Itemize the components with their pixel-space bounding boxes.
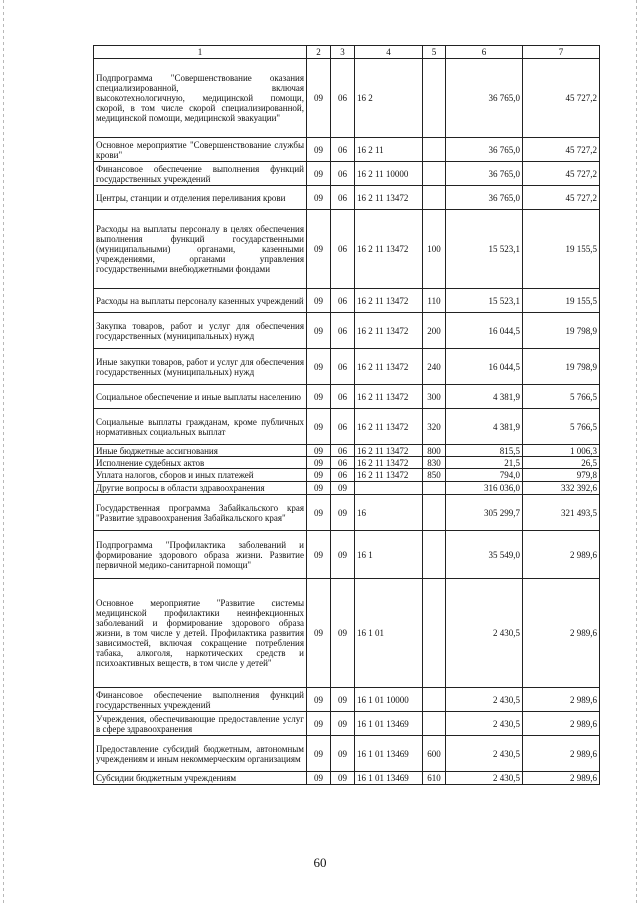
cell-subsection: 09 (331, 495, 355, 531)
table-row (94, 59, 600, 138)
cell-amount-2: 45 727,2 (523, 138, 600, 162)
cell-name: Предоставление субсидий бюджетным, автономным учреждениям и иным некоммерческим организациям (94, 736, 307, 772)
cell-expense-type: 240 (423, 349, 446, 385)
page-number: 60 (313, 855, 327, 870)
cell-expense-type: 110 (423, 289, 446, 313)
cell-amount-1: 794,0 (446, 469, 523, 482)
cell-section: 09 (307, 138, 331, 162)
cell-target-code: 16 2 11 (355, 138, 423, 162)
cell-expense-type: 610 (423, 772, 446, 785)
budget-table (93, 45, 600, 785)
cell-amount-2: 19 155,5 (523, 289, 600, 313)
cell-amount-2: 2 989,6 (523, 712, 600, 736)
table-row (94, 688, 600, 712)
cell-subsection: 09 (331, 482, 355, 495)
cell-name: Другие вопросы в области здравоохранения (94, 482, 307, 495)
cell-section: 09 (307, 162, 331, 186)
cell-section: 09 (307, 772, 331, 785)
cell-name: Социальное обеспечение и иные выплаты населению (94, 385, 307, 409)
cell-subsection: 06 (331, 457, 355, 469)
cell-amount-1: 2 430,5 (446, 688, 523, 712)
cell-section: 09 (307, 186, 331, 210)
table-header-row (94, 46, 600, 59)
cell-section: 09 (307, 385, 331, 409)
cell-section: 09 (307, 495, 331, 531)
cell-amount-1: 15 523,1 (446, 289, 523, 313)
cell-subsection: 09 (331, 688, 355, 712)
cell-amount-2: 19 798,9 (523, 349, 600, 385)
cell-name: Иные закупки товаров, работ и услуг для обеспечения государственных (муниципальных) нужд (94, 349, 307, 385)
cell-section: 09 (307, 59, 331, 138)
table-row (94, 186, 600, 210)
column-header: 3 (331, 46, 355, 59)
cell-name: Подпрограмма "Совершенствование оказания специализированной, включая высокотехнологичную, медицинской помощи, скорой, в том числе скорой специализированной, медицинской помощи, медицинской эвакуации" (94, 59, 307, 138)
cell-name: Исполнение судебных актов (94, 457, 307, 469)
table-row (94, 289, 600, 313)
cell-amount-1: 16 044,5 (446, 349, 523, 385)
cell-section: 09 (307, 469, 331, 482)
cell-section: 09 (307, 736, 331, 772)
cell-name: Основное мероприятие "Развитие системы медицинской профилактики неинфекционных заболеваний и формирование здорового образа жизни, в том числе у детей. Профилактика развития зависимостей, включая сокращение потребления табака, алкоголя, наркотических средств и психоактивных веществ, в том числе у детей" (94, 579, 307, 688)
cell-subsection: 06 (331, 186, 355, 210)
cell-amount-1: 15 523,1 (446, 210, 523, 289)
cell-name: Центры, станции и отделения переливания крови (94, 186, 307, 210)
cell-subsection: 09 (331, 772, 355, 785)
column-header: 2 (307, 46, 331, 59)
cell-name: Расходы на выплаты персоналу в целях обеспечения выполнения функций государственными (муниципальными) органами, казенными учреждениями, органами управления государственными внебюджетными фондами (94, 210, 307, 289)
cell-expense-type (423, 186, 446, 210)
cell-section: 09 (307, 579, 331, 688)
table-row (94, 138, 600, 162)
cell-amount-1: 36 765,0 (446, 138, 523, 162)
cell-name: Уплата налогов, сборов и иных платежей (94, 469, 307, 482)
cell-name: Расходы на выплаты персоналу казенных учреждений (94, 289, 307, 313)
cell-amount-2: 332 392,6 (523, 482, 600, 495)
cell-expense-type (423, 162, 446, 186)
cell-expense-type (423, 59, 446, 138)
cell-amount-1: 4 381,9 (446, 385, 523, 409)
column-header: 4 (355, 46, 423, 59)
cell-target-code: 16 2 11 13472 (355, 469, 423, 482)
cell-amount-1: 316 036,0 (446, 482, 523, 495)
cell-amount-2: 2 989,6 (523, 579, 600, 688)
cell-amount-2: 5 766,5 (523, 385, 600, 409)
cell-subsection: 06 (331, 59, 355, 138)
table-row (94, 349, 600, 385)
cell-amount-1: 36 765,0 (446, 59, 523, 138)
cell-target-code: 16 2 (355, 59, 423, 138)
cell-amount-2: 979,8 (523, 469, 600, 482)
cell-expense-type: 200 (423, 313, 446, 349)
cell-name: Подпрограмма "Профилактика заболеваний и формирование здорового образа жизни. Развитие первичной медико-санитарной помощи" (94, 531, 307, 579)
cell-amount-2: 5 766,5 (523, 409, 600, 445)
cell-section: 09 (307, 349, 331, 385)
cell-name: Государственная программа Забайкальского края "Развитие здравоохранения Забайкальского края" (94, 495, 307, 531)
cell-target-code: 16 2 11 13472 (355, 289, 423, 313)
cell-amount-2: 26,5 (523, 457, 600, 469)
cell-amount-2: 1 006,3 (523, 445, 600, 457)
cell-amount-2: 45 727,2 (523, 162, 600, 186)
cell-amount-1: 4 381,9 (446, 409, 523, 445)
table-row (94, 385, 600, 409)
table-row (94, 313, 600, 349)
cell-amount-1: 36 765,0 (446, 162, 523, 186)
cell-target-code: 16 1 01 10000 (355, 688, 423, 712)
cell-target-code: 16 2 11 13472 (355, 313, 423, 349)
cell-subsection: 06 (331, 469, 355, 482)
cell-amount-1: 2 430,5 (446, 772, 523, 785)
table-row (94, 457, 600, 469)
cell-expense-type (423, 138, 446, 162)
cell-target-code: 16 2 11 13472 (355, 457, 423, 469)
column-header: 7 (523, 46, 600, 59)
cell-amount-1: 2 430,5 (446, 736, 523, 772)
cell-expense-type (423, 579, 446, 688)
cell-subsection: 09 (331, 579, 355, 688)
cell-expense-type (423, 688, 446, 712)
cell-amount-1: 16 044,5 (446, 313, 523, 349)
table-row (94, 210, 600, 289)
cell-section: 09 (307, 313, 331, 349)
cell-expense-type (423, 531, 446, 579)
cell-name: Финансовое обеспечение выполнения функций государственных учреждений (94, 688, 307, 712)
cell-subsection: 06 (331, 445, 355, 457)
cell-target-code: 16 1 01 13469 (355, 712, 423, 736)
cell-section: 09 (307, 531, 331, 579)
table-row (94, 531, 600, 579)
cell-target-code: 16 2 11 10000 (355, 162, 423, 186)
cell-amount-2: 2 989,6 (523, 772, 600, 785)
cell-expense-type (423, 482, 446, 495)
cell-name: Основное мероприятие "Совершенствование службы крови" (94, 138, 307, 162)
cell-amount-2: 2 989,6 (523, 736, 600, 772)
cell-amount-2: 321 493,5 (523, 495, 600, 531)
table-row (94, 445, 600, 457)
cell-amount-1: 815,5 (446, 445, 523, 457)
cell-subsection: 06 (331, 385, 355, 409)
cell-section: 09 (307, 445, 331, 457)
cell-subsection: 06 (331, 289, 355, 313)
cell-subsection: 09 (331, 736, 355, 772)
cell-section: 09 (307, 457, 331, 469)
column-header: 6 (446, 46, 523, 59)
cell-subsection: 06 (331, 313, 355, 349)
table-row (94, 495, 600, 531)
cell-section: 09 (307, 210, 331, 289)
cell-expense-type: 830 (423, 457, 446, 469)
scan-edge-left (3, 0, 4, 905)
cell-expense-type: 600 (423, 736, 446, 772)
cell-target-code: 16 2 11 13472 (355, 186, 423, 210)
cell-section: 09 (307, 482, 331, 495)
cell-target-code: 16 1 (355, 531, 423, 579)
cell-expense-type (423, 495, 446, 531)
cell-target-code: 16 2 11 13472 (355, 385, 423, 409)
cell-subsection: 09 (331, 712, 355, 736)
cell-target-code: 16 1 01 13469 (355, 772, 423, 785)
cell-amount-2: 19 798,9 (523, 313, 600, 349)
table-row (94, 712, 600, 736)
column-header: 5 (423, 46, 446, 59)
cell-amount-1: 21,5 (446, 457, 523, 469)
cell-section: 09 (307, 289, 331, 313)
cell-expense-type: 800 (423, 445, 446, 457)
cell-amount-2: 45 727,2 (523, 186, 600, 210)
cell-target-code: 16 1 01 13469 (355, 736, 423, 772)
cell-name: Финансовое обеспечение выполнения функций государственных учреждений (94, 162, 307, 186)
cell-name: Учреждения, обеспечивающие предоставление услуг в сфере здравоохранения (94, 712, 307, 736)
cell-name: Иные бюджетные ассигнования (94, 445, 307, 457)
cell-amount-1: 35 549,0 (446, 531, 523, 579)
cell-name: Закупка товаров, работ и услуг для обеспечения государственных (муниципальных) нужд (94, 313, 307, 349)
cell-target-code: 16 2 11 13472 (355, 445, 423, 457)
cell-amount-1: 2 430,5 (446, 579, 523, 688)
cell-section: 09 (307, 688, 331, 712)
cell-expense-type: 850 (423, 469, 446, 482)
cell-target-code: 16 (355, 495, 423, 531)
cell-amount-2: 2 989,6 (523, 531, 600, 579)
table-row (94, 162, 600, 186)
cell-target-code: 16 2 11 13472 (355, 349, 423, 385)
cell-expense-type (423, 712, 446, 736)
table-row (94, 482, 600, 495)
cell-name: Субсидии бюджетным учреждениям (94, 772, 307, 785)
table-row (94, 469, 600, 482)
cell-expense-type: 100 (423, 210, 446, 289)
cell-expense-type: 300 (423, 385, 446, 409)
cell-target-code: 16 1 01 (355, 579, 423, 688)
cell-amount-2: 2 989,6 (523, 688, 600, 712)
cell-section: 09 (307, 409, 331, 445)
cell-amount-1: 36 765,0 (446, 186, 523, 210)
table-row (94, 736, 600, 772)
cell-subsection: 06 (331, 349, 355, 385)
column-header: 1 (94, 46, 307, 59)
cell-amount-1: 2 430,5 (446, 712, 523, 736)
table-row (94, 409, 600, 445)
cell-subsection: 06 (331, 162, 355, 186)
cell-subsection: 06 (331, 138, 355, 162)
cell-subsection: 09 (331, 531, 355, 579)
table-row (94, 579, 600, 688)
cell-subsection: 06 (331, 409, 355, 445)
cell-target-code: 16 2 11 13472 (355, 409, 423, 445)
cell-section: 09 (307, 712, 331, 736)
table-row (94, 772, 600, 785)
cell-subsection: 06 (331, 210, 355, 289)
cell-amount-1: 305 299,7 (446, 495, 523, 531)
cell-name: Социальные выплаты гражданам, кроме публичных нормативных социальных выплат (94, 409, 307, 445)
cell-amount-2: 19 155,5 (523, 210, 600, 289)
scan-edge-right (636, 0, 637, 905)
cell-target-code (355, 482, 423, 495)
cell-amount-2: 45 727,2 (523, 59, 600, 138)
cell-target-code: 16 2 11 13472 (355, 210, 423, 289)
cell-expense-type: 320 (423, 409, 446, 445)
